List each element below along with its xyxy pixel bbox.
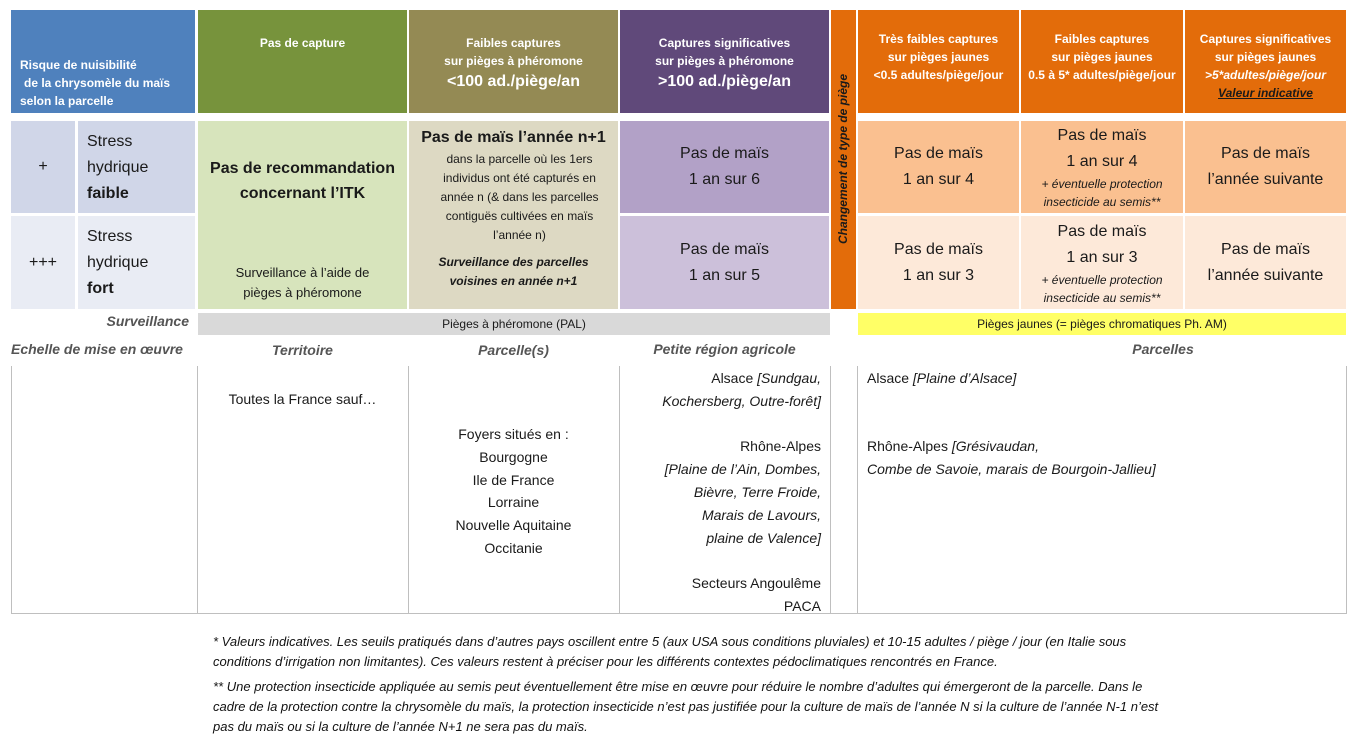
surveillance-label: Surveillance bbox=[106, 313, 189, 329]
orange3-row1-cell: Pas de maïs l’année suivante bbox=[1185, 121, 1346, 213]
foyers-list: Foyers situés en : Bourgogne Ile de France Lorraine Nouvelle Aquitaine Occitanie bbox=[455, 426, 572, 556]
vertical-change-trap-type: Changement de type de piège bbox=[831, 10, 856, 309]
orange1-row1-cell: Pas de maïs 1 an sur 4 bbox=[858, 121, 1019, 213]
header-signif-pheromone: Captures significatives sur pièges à phéromone >100 ad./piège/an bbox=[620, 10, 829, 113]
header-faibles-jaunes: Faibles captures sur pièges jaunes 0.5 à 5* adultes/piège/jour bbox=[1021, 10, 1183, 113]
orange3-row2-cell: Pas de maïs l’année suivante bbox=[1185, 216, 1346, 309]
echelle-label: Echelle de mise en œuvre bbox=[11, 341, 183, 357]
purple-row1-cell: Pas de maïs 1 an sur 6 bbox=[620, 121, 829, 213]
orange2-row2-cell: Pas de maïs 1 an sur 3 + éventuelle protection insecticide au semis** bbox=[1021, 216, 1183, 309]
header-tres-faibles-jaunes: Très faibles captures sur pièges jaunes <0.5 adultes/piège/jour bbox=[858, 10, 1019, 113]
echelle-parcelles-jaunes: Parcelles bbox=[1132, 341, 1194, 357]
orange2-row1-cell: Pas de maïs 1 an sur 4 + éventuelle protection insecticide au semis** bbox=[1021, 121, 1183, 213]
region-border-4 bbox=[830, 366, 831, 614]
purple-row2-cell: Pas de maïs 1 an sur 5 bbox=[620, 216, 829, 309]
header-signif-jaunes: Captures significatives sur pièges jaunes >5*adultes/piège/jour Valeur indicative bbox=[1185, 10, 1346, 113]
header-pas-capture: Pas de capture bbox=[198, 10, 407, 113]
orange1-row2-cell: Pas de maïs 1 an sur 3 bbox=[858, 216, 1019, 309]
no-recommendation-cell: Pas de recommandation concernant l’ITK Surveillance à l’aide de pièges à phéromone bbox=[198, 121, 407, 309]
parcelles-jaunes-list: Alsace [Plaine d’Alsace] Rhône-Alpes [Grésivaudan, Combe de Savoie, marais de Bourgoin-Jallieu] bbox=[867, 370, 1156, 478]
region-border-left bbox=[11, 366, 12, 614]
echelle-petite-region: Petite région agricole bbox=[653, 341, 796, 357]
header-faibles-pheromone: Faibles captures sur pièges à phéromone <100 ad./piège/an bbox=[409, 10, 618, 113]
yellow-traps-bar: Pièges jaunes (= pièges chromatiques Ph. AM) bbox=[858, 313, 1346, 335]
region-border-5 bbox=[857, 366, 858, 614]
petite-region-list: Alsace [Sundgau, Kochersberg, Outre-forêt] Rhône-Alpes [Plaine de l’Ain, Dombes, Bièvre, Terre Froide, Marais de Lavours, plaine de Valence] Secteurs Angoulême PACA bbox=[662, 370, 821, 614]
territoire-text: Toutes la France sauf… bbox=[228, 391, 377, 407]
echelle-parcelles: Parcelle(s) bbox=[478, 342, 549, 358]
footnote-2: ** Une protection insecticide appliquée au semis peut éventuellement être mise en œuvre pour réduire le nombre d’adultes qui émergeront de la parcelle. Dans le cadre de la protection contre la chrysomèle du maïs, la protection insecticide n’est pas justifiée pour la culture de maïs de l’année N si la culture de l’année N-1 n’est pas du maïs ou si la culture de l’année N+1 ne sera pas du maïs. bbox=[213, 679, 1159, 734]
risk-level-low: + bbox=[11, 121, 75, 213]
risk-level-high: +++ bbox=[11, 216, 75, 309]
echelle-territoire: Territoire bbox=[272, 342, 333, 358]
olive-recommendation-cell: Pas de maïs l’année n+1 dans la parcelle où les 1ers individus ont été capturés en année n (& dans les parcelles contiguës cultivées en maïs l’année n) Surveillance des parcelles voisines en année n+1 bbox=[409, 121, 618, 309]
header-risk: Risque de nuisibilité de la chrysomèle du maïs selon la parcelle bbox=[11, 10, 195, 113]
region-border-right bbox=[1346, 366, 1347, 614]
stress-high: Stress hydrique fort bbox=[78, 216, 195, 309]
pal-bar: Pièges à phéromone (PAL) bbox=[198, 313, 830, 335]
stress-low: Stress hydrique faible bbox=[78, 121, 195, 213]
footnote-1: * Valeurs indicatives. Les seuils pratiqués dans d’autres pays oscillent entre 5 (aux USA sous conditions pluviales) et 10-15 adultes / piège / jour (en Italie sous conditions d’irrigation non limitantes). Ces valeurs restent à préciser pour les différents contextes pédoclimatiques rencontrés en France. bbox=[213, 634, 1127, 669]
